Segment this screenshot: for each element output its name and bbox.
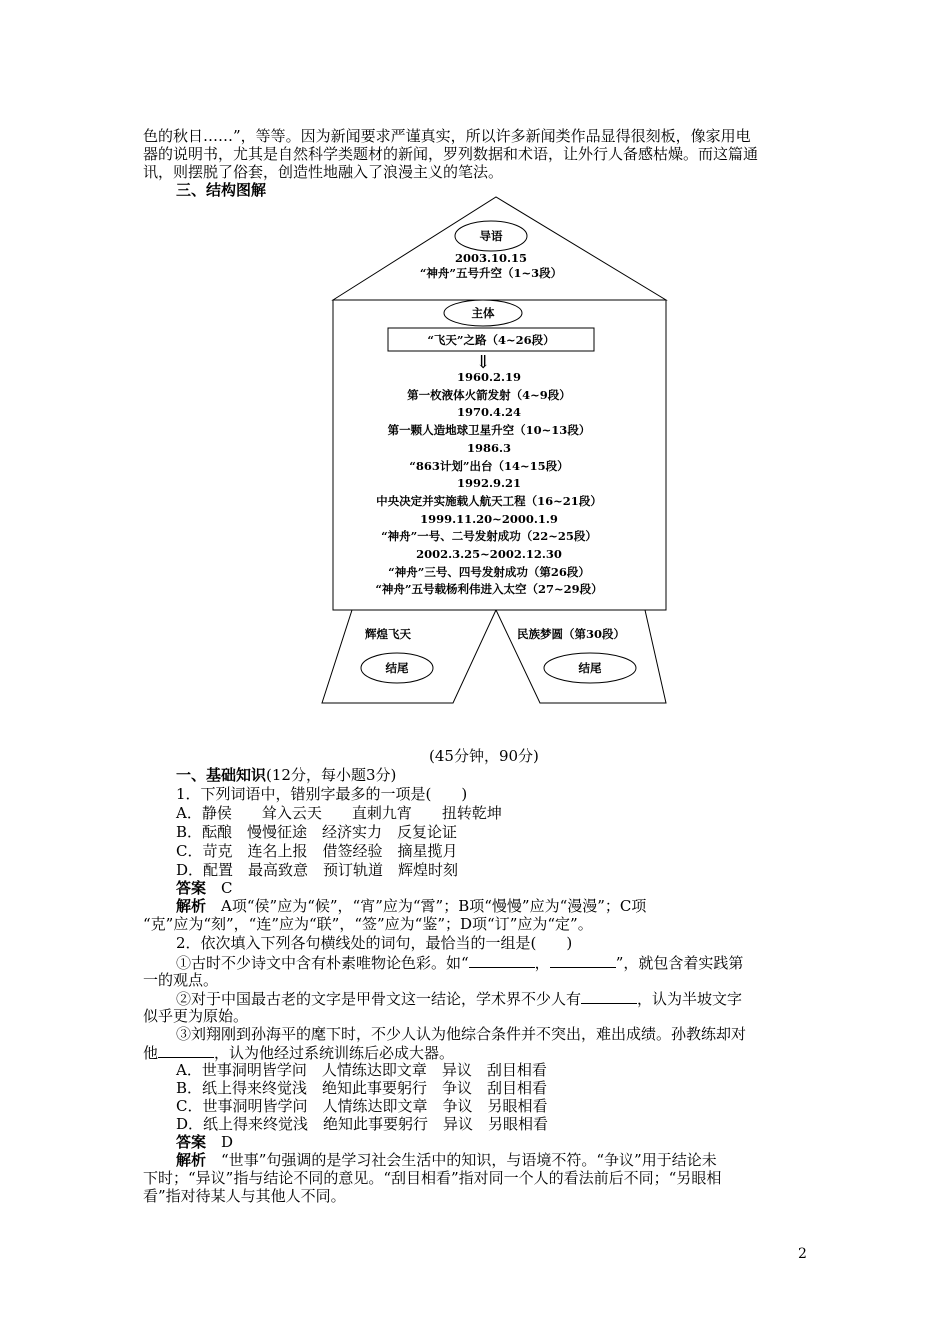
q2-analysis-text-1: “世事”句强调的是学习社会生活中的知识，与语境不符。“争议”用于结论未 xyxy=(221,1151,717,1169)
timeline xyxy=(375,370,602,596)
q2-analysis-label: 解析 xyxy=(176,1151,207,1169)
q2-answer-value: D xyxy=(221,1133,234,1151)
q2-option-d: D．纸上得来终觉浅 绝知此事要躬行 异议 另眼相看 xyxy=(176,1115,549,1133)
q2-analysis-2: 下时；“异议”指与结论不同的意见。“刮目相看”指对同一个人的看法前后不同；“另眼相 xyxy=(143,1169,722,1187)
left-leg-outline xyxy=(322,610,496,703)
q2-sentence-1 xyxy=(176,953,743,972)
timeline-item: 第一颗人造地球卫星升空（10~13段） xyxy=(387,423,591,437)
q2-s1-sep: ， xyxy=(534,954,550,972)
q1-answer-label: 答案 xyxy=(176,879,207,897)
timeline-item: “神舟”一号、二号发射成功（22~25段） xyxy=(381,529,597,543)
down-arrow-icon: ⇓ xyxy=(475,352,491,373)
left-leg-label: 辉煌飞天 xyxy=(365,627,411,641)
q1-analysis-label: 解析 xyxy=(176,897,207,915)
roof-oval-label: 导语 xyxy=(479,229,503,243)
q2-option-c: C．世事洞明皆学问 人情练达即文章 争议 另眼相看 xyxy=(176,1097,548,1115)
timeline-item: 1960.2.19 xyxy=(456,370,522,384)
timeline-item: 中央决定并实施载人航天工程（16~21段） xyxy=(376,494,602,508)
q2-s1-blank-1[interactable] xyxy=(469,953,535,968)
timeline-item: 1986.3 xyxy=(466,441,512,455)
q1-analysis-2: “克”应为“刻”，“连”应为“联”，“签”应为“鉴”；D项“订”应为“定”。 xyxy=(143,915,593,933)
q2-s3-part-b: 他 xyxy=(143,1044,159,1062)
q2-option-a: A．世事洞明皆学问 人情练达即文章 异议 刮目相看 xyxy=(176,1061,547,1079)
left-leg-oval-label: 结尾 xyxy=(385,661,409,675)
q2-s2-part-b: ，认为半坡文字 xyxy=(637,990,743,1008)
q2-s2-part-a: ②对于中国最古老的文字是甲骨文这一结论，学术界不少人有 xyxy=(176,990,582,1008)
timeline-item: “神舟”三号、四号发射成功（第26段） xyxy=(388,565,590,579)
right-leg-outline xyxy=(496,610,666,703)
timeline-item: 1970.4.24 xyxy=(456,405,522,419)
timeline-item: “神舟”五号载杨利伟进入太空（27~29段） xyxy=(375,582,603,596)
body-box-label: “飞天”之路（4~26段） xyxy=(427,333,555,347)
q2-s3-part-c: ，认为他经过系统训练后必成大器。 xyxy=(214,1044,455,1062)
q2-sentence-2-cont: 似乎更为原始。 xyxy=(143,1007,249,1025)
timeline-item: 1999.11.20~2000.1.9 xyxy=(420,512,558,526)
right-leg-label: 民族梦圆（第30段） xyxy=(516,627,626,641)
q2-answer-label: 答案 xyxy=(176,1133,207,1151)
q2-sentence-2 xyxy=(176,989,742,1008)
roof-date: 2003.10.15 xyxy=(454,251,528,265)
q2-sentence-1-cont: 一的观点。 xyxy=(143,971,219,989)
part1-score: (12分，每小题3分) xyxy=(266,766,397,784)
timeline-item: 第一枚液体火箭发射（4~9段） xyxy=(407,388,571,402)
page-number: 2 xyxy=(798,1246,807,1262)
q2-s1-part-a: ①古时不少诗文中含有朴素唯物论色彩。如“ xyxy=(176,954,469,972)
q1-option-a: A．静侯 耸入云天 直刺九宵 扭转乾坤 xyxy=(176,804,502,822)
part1-title: 一、基础知识 xyxy=(176,766,267,784)
timeline-item: 2002.3.25~2002.12.30 xyxy=(416,547,562,561)
q1-option-b: B．酝酿 慢慢征途 经济实力 反复论证 xyxy=(176,823,458,841)
roof-event: “神舟”五号升空（1~3段） xyxy=(419,266,563,280)
q2-s3-blank[interactable] xyxy=(158,1043,214,1058)
roof-outline xyxy=(333,197,666,300)
intro-line-1: 色的秋日……”，等等。因为新闻要求严谨真实，所以许多新闻类作品显得很刻板，像家用电 xyxy=(143,127,751,145)
timeline-item: “863计划”出台（14~15段） xyxy=(409,459,569,473)
q1-analysis-1 xyxy=(176,897,646,915)
timeline-item: 1992.9.21 xyxy=(456,476,522,490)
section3-heading: 三、结构图解 xyxy=(176,181,267,199)
q1-stem: 1．下列词语中，错别字最多的一项是( ) xyxy=(176,785,468,803)
q1-analysis-text-1: A项“侯”应为“候”，“宵”应为“霄”；B项“慢慢”应为“漫漫”；C项 xyxy=(221,897,647,915)
q2-analysis-3: 看”指对待某人与其他人不同。 xyxy=(143,1187,346,1205)
q1-option-d: D．配置 最高致意 预订轨道 辉煌时刻 xyxy=(176,861,459,879)
q2-analysis-1 xyxy=(176,1151,717,1169)
time-note: (45分钟，90分) xyxy=(429,747,539,765)
body-oval-label: 主体 xyxy=(471,306,495,320)
q2-s1-blank-2[interactable] xyxy=(550,953,616,968)
right-leg-oval-label: 结尾 xyxy=(578,661,602,675)
q2-answer xyxy=(176,1133,233,1151)
q2-option-b: B．纸上得来终觉浅 绝知此事要躬行 争议 刮目相看 xyxy=(176,1079,548,1097)
q1-answer-value: C xyxy=(221,879,233,897)
q1-option-c: C．苛克 连名上报 借签经验 摘星揽月 xyxy=(176,842,458,860)
intro-line-2: 器的说明书，尤其是自然科学类题材的新闻，罗列数据和术语，让外行人备感枯燥。而这篇通 xyxy=(143,145,759,163)
q2-s1-part-b: ”，就包含着实践第 xyxy=(615,954,744,972)
q2-sentence-3: ③刘翔刚到孙海平的麾下时，不少人认为他综合条件并不突出，难出成绩。孙教练却对 xyxy=(176,1025,747,1043)
q2-stem: 2．依次填入下列各句横线处的词句，最恰当的一组是( ) xyxy=(176,934,573,952)
part1-heading xyxy=(176,766,396,784)
q1-answer xyxy=(176,879,233,897)
intro-line-3: 讯，则摆脱了俗套，创造性地融入了浪漫主义的笔法。 xyxy=(143,163,504,181)
q2-sentence-3-cont xyxy=(143,1043,454,1062)
q2-s2-blank[interactable] xyxy=(581,989,637,1004)
